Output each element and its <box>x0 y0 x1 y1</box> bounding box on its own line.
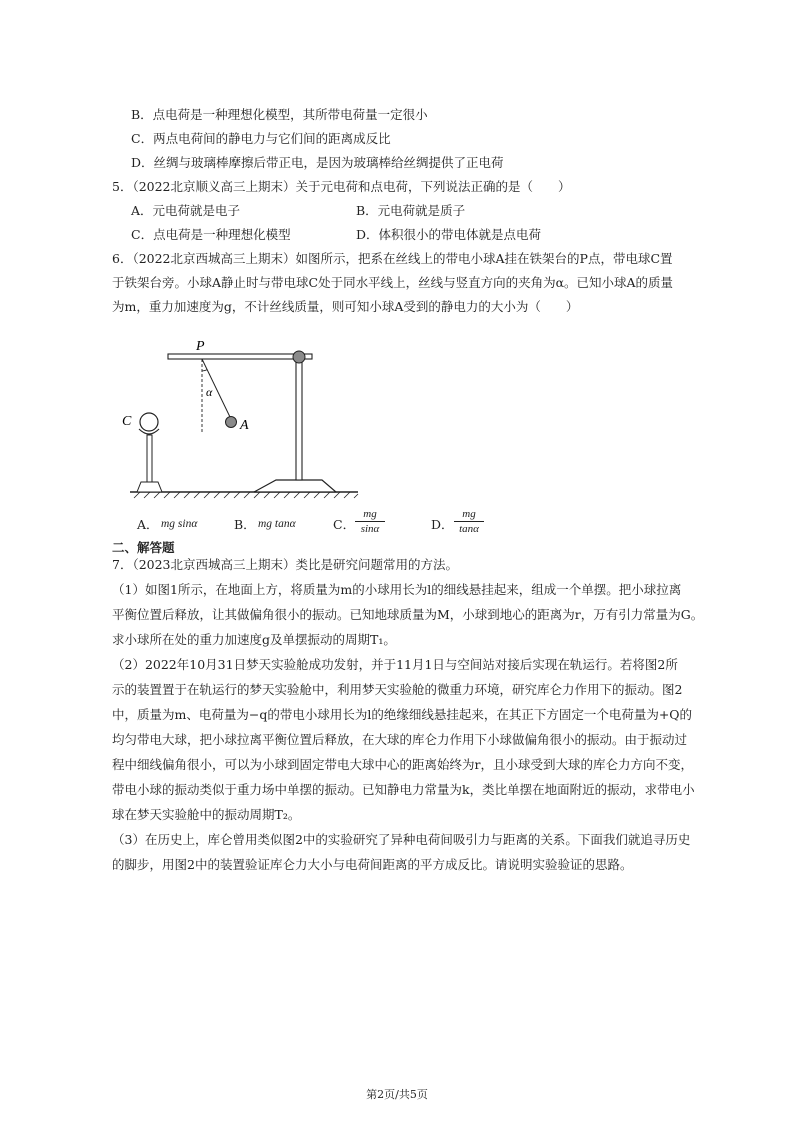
fraction-bar <box>454 521 484 522</box>
label-a: A <box>240 418 249 433</box>
q5-stem: 5．（2022北京顺义高三上期末）关于元电荷和点电荷，下列说法正确的是（ ） <box>112 179 571 194</box>
q5-option-d: D．体积很小的带电体就是点电荷 <box>356 227 542 242</box>
q7-part2-line3: 中，质量为m、电荷量为−q的带电小球用长为l的绝缘细线悬挂起来，在其正下方固定一个电荷量为+Q的 <box>112 707 693 722</box>
q7-part3-line2: 的脚步，用图2中的装置验证库仑力大小与电荷间距离的平方成反比。请说明实验验证的思路。 <box>112 857 633 872</box>
q7-part2-line4: 均匀带电大球，把小球拉离平衡位置后释放，在大球的库仑力作用下小球做偏角很小的振动。由于振动过 <box>112 732 688 747</box>
ball-c-post <box>147 435 152 482</box>
q7-part2-line1: （2）2022年10月31日梦天实验舱成功发射，并于11月1日与空间站对接后实现在轨运行。若将图2所 <box>112 657 678 672</box>
q6-option-d-fraction <box>454 508 484 535</box>
q6-option-c-numerator: mg <box>363 508 377 520</box>
q4-option-c: C．两点电荷间的静电力与它们间的距离成反比 <box>131 131 391 146</box>
label-c: C <box>122 414 132 429</box>
q6-figure <box>120 330 370 500</box>
q6-option-d-denominator: tanα <box>459 523 479 535</box>
q5-option-b: B．元电荷就是质子 <box>356 203 466 218</box>
label-alpha: α <box>206 385 213 399</box>
angle-arc <box>202 370 208 372</box>
q6-option-a-label: A． <box>137 517 159 532</box>
stand-base <box>254 480 336 492</box>
q6-option-c-denominator: sinα <box>360 523 380 535</box>
ball-c-base <box>137 482 162 492</box>
ground-hatching <box>134 492 358 498</box>
q7-part1-line2: 平衡位置后释放，让其做偏角很小的振动。已知地球质量为M，小球到地心的距离为r，万有引力常量为G。 <box>112 607 704 622</box>
q7-part2-line2: 示的装置置于在轨运行的梦天实验舱中，利用梦天实验舱的微重力环境，研究库仑力作用下的振动。图2 <box>112 682 683 697</box>
page-number: 第2页/共5页 <box>366 1088 428 1101</box>
q7-part2-line5: 程中细线偏角很小，可以为小球到固定带电大球中心的距离始终为r，且小球受到大球的库仑力方向不变， <box>112 757 693 772</box>
q4-option-b: B．点电荷是一种理想化模型，其所带电荷量一定很小 <box>131 107 428 122</box>
ball-a <box>226 417 237 428</box>
q6-stem-line1: 6．（2022北京西城高三上期末）如图所示，把系在丝线上的带电小球A挂在铁架台的P点，带电球C置 <box>112 251 673 266</box>
label-p: P <box>196 339 205 354</box>
q7-part2-line6: 带电小球的振动类似于重力场中单摆的振动。已知静电力常量为k，类比单摆在地面附近的振动，求带电小 <box>112 782 695 797</box>
q6-option-d-numerator: mg <box>462 508 476 520</box>
stand-arm <box>168 354 312 359</box>
q6-option-b-label: B． <box>234 517 256 532</box>
clamp-knob <box>293 351 305 363</box>
ball-c <box>140 413 158 431</box>
q5-option-a: A．元电荷就是电子 <box>131 203 241 218</box>
q6-stem-line3: 为m，重力加速度为g，不计丝线质量，则可知小球A受到的静电力的大小为（ ） <box>112 299 579 314</box>
q7-part1-line3: 求小球所在处的重力加速度g及单摆振动的周期T₁。 <box>112 632 396 647</box>
q6-option-b: mg tanα <box>258 518 296 530</box>
q7-stem: 7．（2023北京西城高三上期末）类比是研究问题常用的方法。 <box>112 557 459 572</box>
q4-option-d: D．丝绸与玻璃棒摩擦后带正电，是因为玻璃棒给丝绸提供了正电荷 <box>131 155 504 170</box>
q6-stem-line2: 于铁架台旁。小球A静止时与带电球C处于同水平线上，丝线与竖直方向的夹角为α。已知小球A的质量 <box>112 275 674 290</box>
stand-rod <box>296 356 302 480</box>
q6-option-c-fraction <box>355 508 385 535</box>
q7-part3-line1: （3）在历史上，库仑曾用类似图2中的实验研究了异种电荷间吸引力与距离的关系。下面我们就追寻历史 <box>112 832 691 847</box>
q7-part1-line1: （1）如图1所示，在地面上方，将质量为m的小球用长为l的细线悬挂起来，组成一个单摆。把小球拉离 <box>112 582 682 597</box>
fraction-bar <box>355 521 385 522</box>
q7-part2-line7: 球在梦天实验舱中的振动周期T₂。 <box>112 807 301 822</box>
q6-option-d-label: D． <box>431 517 454 532</box>
section-title: 二、解答题 <box>112 540 175 555</box>
q6-option-a: mg sinα <box>161 518 198 530</box>
q6-option-c-label: C． <box>333 517 356 532</box>
q5-option-c: C．点电荷是一种理想化模型 <box>131 227 291 242</box>
